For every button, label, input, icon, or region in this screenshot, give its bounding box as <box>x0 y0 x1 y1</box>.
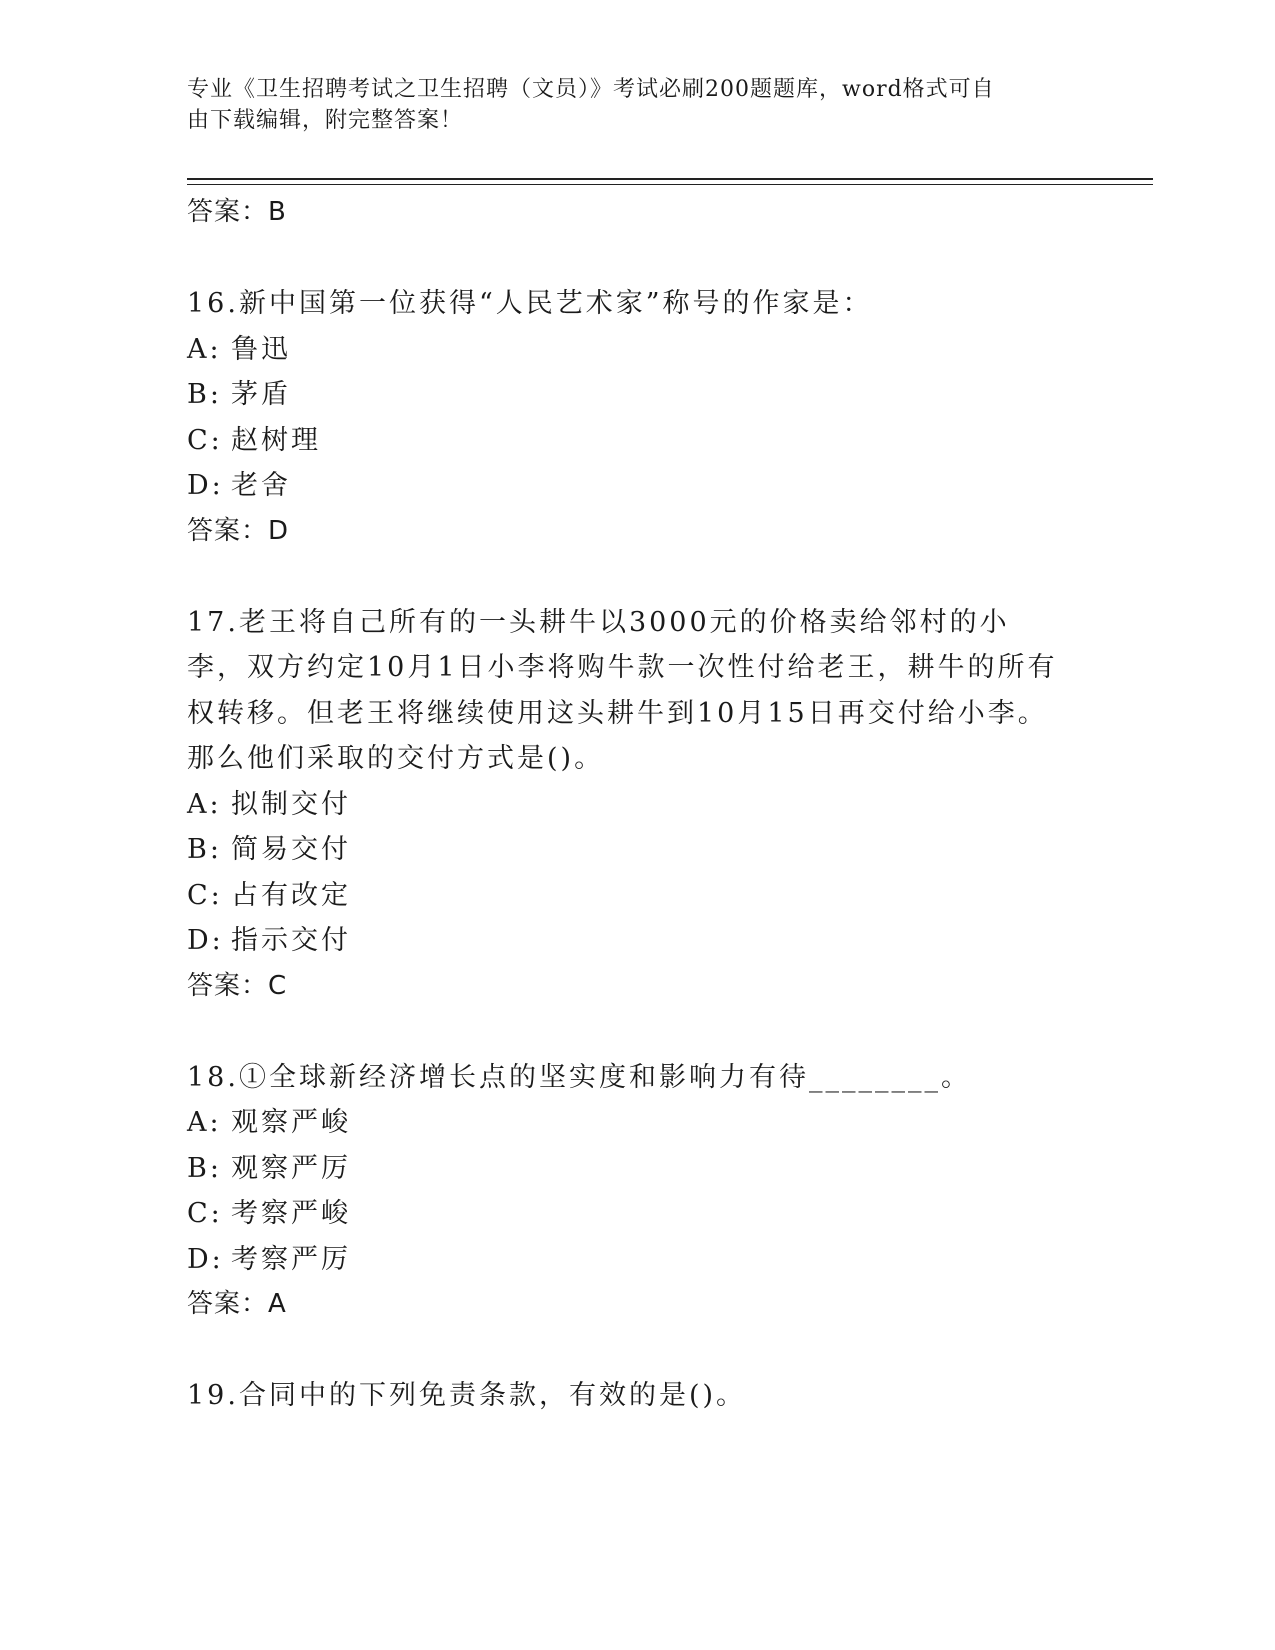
question-18 <box>187 1055 1067 1328</box>
answer-label: 答案：C <box>187 970 288 1001</box>
question-16 <box>187 281 1067 554</box>
header-divider-thin <box>187 184 1153 185</box>
option-letter: C: <box>187 424 223 456</box>
option-letter: D: <box>187 1243 224 1275</box>
option-text: 简易交付 <box>231 834 351 865</box>
option-text: 拟制交付 <box>231 788 351 820</box>
option-d <box>187 918 1067 964</box>
option-c <box>187 418 1067 464</box>
question-17 <box>187 600 1067 1009</box>
option-c <box>187 873 1067 919</box>
option-text: 考察严厉 <box>231 1243 351 1275</box>
option-d <box>187 463 1067 509</box>
option-b <box>187 372 1067 418</box>
option-c <box>187 1191 1067 1237</box>
option-b <box>187 827 1067 873</box>
option-letter: D: <box>187 925 224 956</box>
option-text: 茅盾 <box>231 379 291 410</box>
question-text: 18.①全球新经济增长点的坚实度和影响力有待________。 <box>187 1061 971 1093</box>
option-text: 观察严厉 <box>231 1152 351 1184</box>
option-text: 赵树理 <box>231 424 321 456</box>
answer-label: 答案：B <box>187 197 287 227</box>
option-text: 考察严峻 <box>231 1198 351 1229</box>
answer-label: 答案：A <box>187 1289 287 1319</box>
option-b <box>187 1146 1067 1192</box>
option-text: 观察严峻 <box>231 1107 351 1138</box>
question-text: 17.老王将自己所有的一头耕牛以3000元的价格卖给邻村的小李，双方约定10月1日小李将购牛款一次性付给老王，耕牛的所有权转移。但老王将继续使用这头耕牛到10月15日再交付给小李。那么他们采取的交付方式是()。 <box>187 606 1058 774</box>
option-text: 鲁迅 <box>231 333 291 365</box>
document-header <box>187 74 1087 136</box>
option-letter: C: <box>187 1198 223 1229</box>
option-letter: A: <box>187 1107 222 1138</box>
option-a <box>187 327 1067 373</box>
option-text: 指示交付 <box>231 925 351 956</box>
header-line-2: 由下载编辑，附完整答案！ <box>187 108 464 133</box>
option-a <box>187 782 1067 828</box>
question-text: 16.新中国第一位获得“人民艺术家”称号的作家是： <box>187 288 873 319</box>
option-letter: A: <box>187 333 222 365</box>
option-letter: A: <box>187 788 222 820</box>
header-line-1: 专业《卫生招聘考试之卫生招聘（文员）》考试必刷200题题库，word格式可自 <box>187 77 995 102</box>
option-letter: B: <box>187 1152 222 1184</box>
option-text: 占有改定 <box>231 879 351 911</box>
option-letter: B: <box>187 834 222 865</box>
header-divider <box>187 178 1153 180</box>
option-letter: D: <box>187 470 224 501</box>
document-body <box>187 190 1067 1419</box>
question-text: 19.合同中的下列免责条款，有效的是()。 <box>187 1380 747 1411</box>
option-a <box>187 1100 1067 1146</box>
option-letter: B: <box>187 379 222 410</box>
option-d <box>187 1237 1067 1283</box>
option-letter: C: <box>187 879 223 911</box>
question-19 <box>187 1373 1067 1419</box>
option-text: 老舍 <box>231 470 291 501</box>
answer-label: 答案：D <box>187 515 290 546</box>
